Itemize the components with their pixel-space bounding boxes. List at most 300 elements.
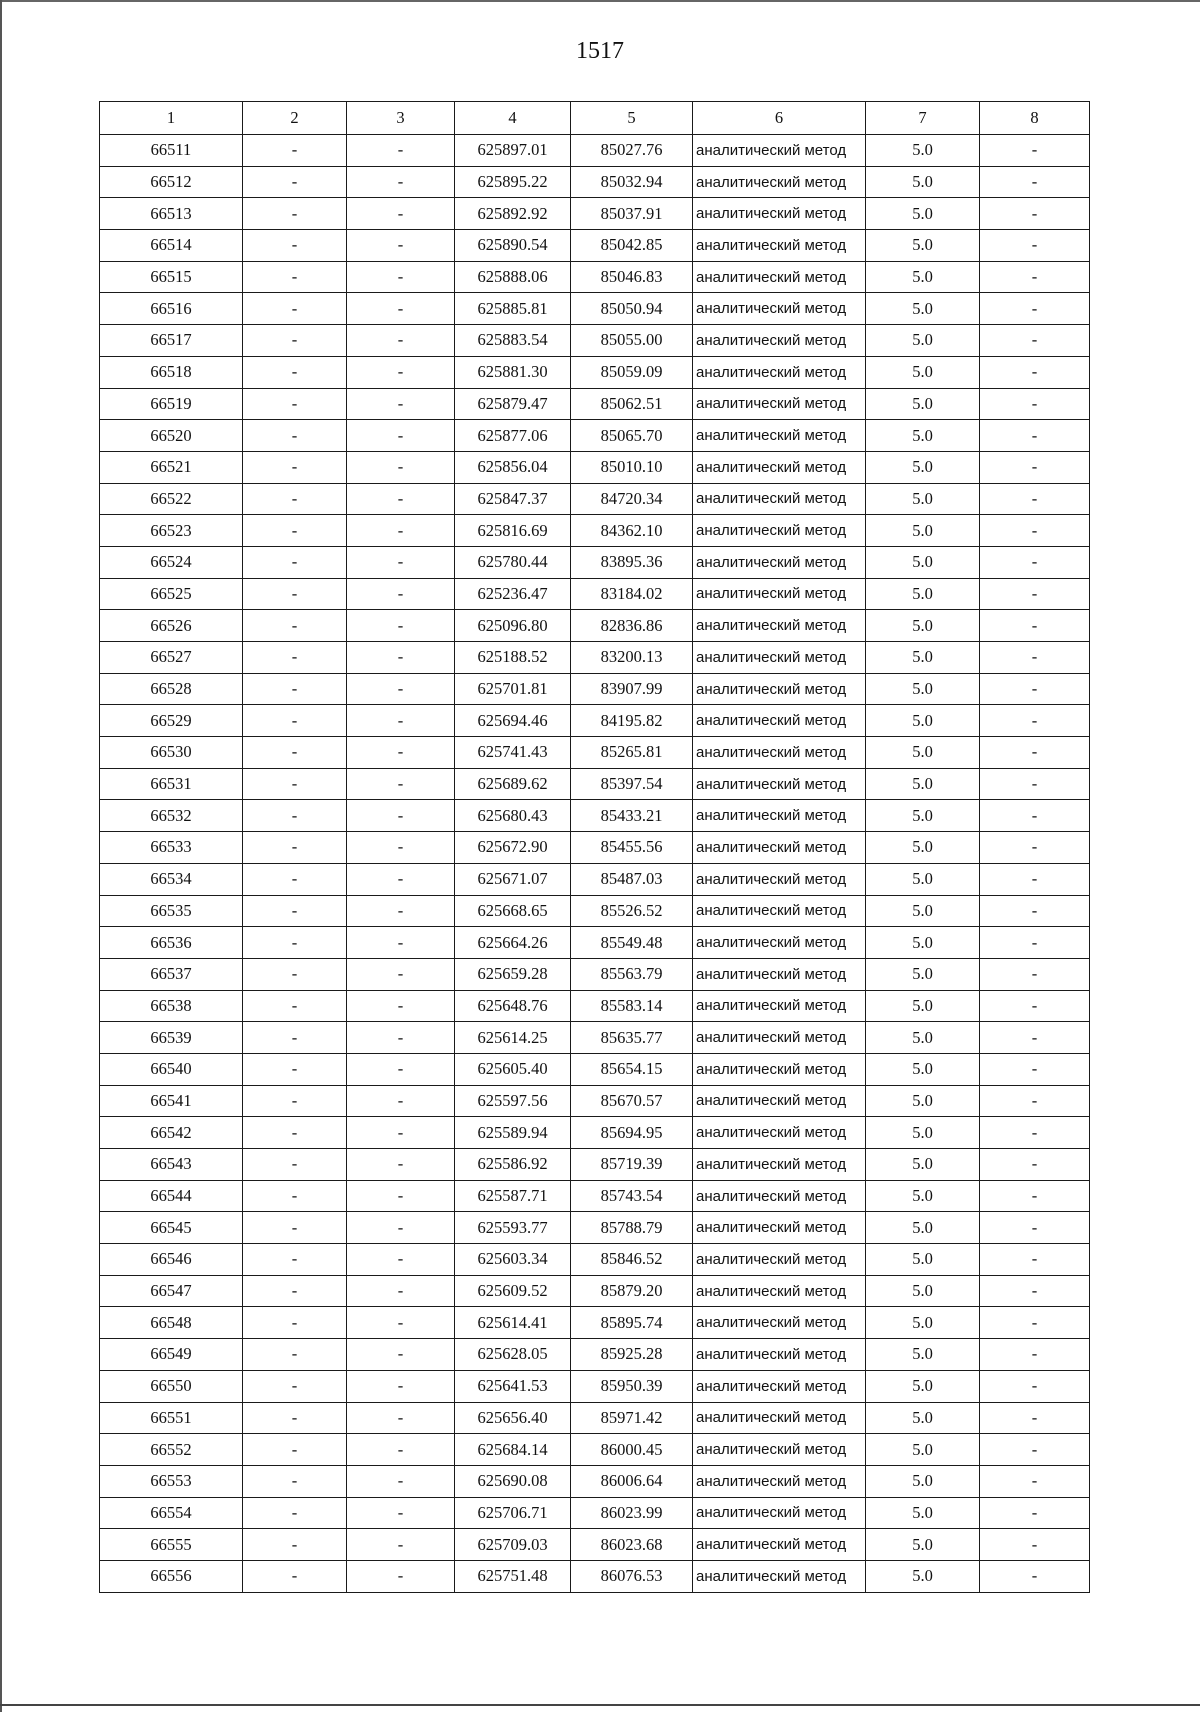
cell-method: аналитический метод (693, 578, 866, 610)
cell-method: аналитический метод (693, 166, 866, 198)
cell-accuracy: 5.0 (866, 927, 980, 959)
cell-col-2: - (243, 832, 347, 864)
table-row (100, 388, 1090, 420)
cell-col-3: - (347, 1149, 455, 1181)
cell-col-3: - (347, 768, 455, 800)
cell-col-8: - (980, 483, 1090, 515)
cell-point-number: 66551 (100, 1402, 243, 1434)
cell-accuracy: 5.0 (866, 673, 980, 705)
cell-point-number: 66524 (100, 546, 243, 578)
cell-point-number: 66520 (100, 420, 243, 452)
cell-coord-x: 625881.30 (455, 356, 571, 388)
cell-coord-y: 85788.79 (571, 1212, 693, 1244)
cell-point-number: 66545 (100, 1212, 243, 1244)
cell-coord-y: 85670.57 (571, 1085, 693, 1117)
cell-coord-x: 625586.92 (455, 1149, 571, 1181)
cell-coord-y: 85042.85 (571, 230, 693, 262)
cell-col-8: - (980, 958, 1090, 990)
cell-col-2: - (243, 1053, 347, 1085)
cell-col-2: - (243, 863, 347, 895)
table-row (100, 1370, 1090, 1402)
cell-point-number: 66515 (100, 261, 243, 293)
cell-point-number: 66512 (100, 166, 243, 198)
cell-accuracy: 5.0 (866, 515, 980, 547)
table-row (100, 135, 1090, 167)
cell-coord-x: 625641.53 (455, 1370, 571, 1402)
cell-coord-y: 85037.91 (571, 198, 693, 230)
cell-point-number: 66540 (100, 1053, 243, 1085)
cell-coord-y: 86023.99 (571, 1497, 693, 1529)
cell-coord-y: 85055.00 (571, 325, 693, 357)
cell-method: аналитический метод (693, 863, 866, 895)
cell-method: аналитический метод (693, 1370, 866, 1402)
cell-col-2: - (243, 293, 347, 325)
cell-col-2: - (243, 515, 347, 547)
coordinates-table (99, 101, 1090, 1593)
table-row (100, 863, 1090, 895)
cell-point-number: 66542 (100, 1117, 243, 1149)
cell-coord-y: 85694.95 (571, 1117, 693, 1149)
cell-col-8: - (980, 800, 1090, 832)
cell-col-8: - (980, 642, 1090, 674)
cell-point-number: 66529 (100, 705, 243, 737)
cell-accuracy: 5.0 (866, 737, 980, 769)
cell-coord-y: 85487.03 (571, 863, 693, 895)
cell-col-8: - (980, 1560, 1090, 1592)
cell-col-2: - (243, 1560, 347, 1592)
table-header (100, 102, 1090, 135)
cell-coord-x: 625589.94 (455, 1117, 571, 1149)
cell-point-number: 66552 (100, 1434, 243, 1466)
cell-col-3: - (347, 927, 455, 959)
table-row (100, 1497, 1090, 1529)
cell-accuracy: 5.0 (866, 261, 980, 293)
cell-coord-x: 625897.01 (455, 135, 571, 167)
cell-col-3: - (347, 1085, 455, 1117)
cell-method: аналитический метод (693, 1529, 866, 1561)
cell-col-2: - (243, 1339, 347, 1371)
cell-col-2: - (243, 1275, 347, 1307)
table-row (100, 1465, 1090, 1497)
cell-method: аналитический метод (693, 546, 866, 578)
cell-point-number: 66532 (100, 800, 243, 832)
cell-method: аналитический метод (693, 483, 866, 515)
table-row (100, 958, 1090, 990)
coordinates-table-container (99, 101, 1089, 1593)
table-row (100, 1117, 1090, 1149)
header-col-5: 5 (571, 102, 693, 135)
cell-col-3: - (347, 451, 455, 483)
cell-point-number: 66539 (100, 1022, 243, 1054)
page-number: 1517 (576, 38, 624, 64)
cell-method: аналитический метод (693, 1085, 866, 1117)
scan-left-edge (0, 0, 2, 1712)
cell-col-3: - (347, 1434, 455, 1466)
cell-method: аналитический метод (693, 230, 866, 262)
cell-accuracy: 5.0 (866, 1370, 980, 1402)
table-row (100, 1022, 1090, 1054)
cell-col-2: - (243, 166, 347, 198)
cell-coord-y: 85265.81 (571, 737, 693, 769)
cell-method: аналитический метод (693, 451, 866, 483)
cell-col-2: - (243, 610, 347, 642)
cell-col-2: - (243, 1307, 347, 1339)
scan-bottom-edge (0, 1704, 1200, 1706)
cell-method: аналитический метод (693, 1434, 866, 1466)
cell-accuracy: 5.0 (866, 1307, 980, 1339)
cell-col-8: - (980, 1497, 1090, 1529)
cell-method: аналитический метод (693, 1402, 866, 1434)
cell-method: аналитический метод (693, 515, 866, 547)
cell-coord-x: 625597.56 (455, 1085, 571, 1117)
table-row (100, 546, 1090, 578)
header-col-3: 3 (347, 102, 455, 135)
table-row (100, 1244, 1090, 1276)
cell-coord-x: 625188.52 (455, 642, 571, 674)
cell-col-8: - (980, 198, 1090, 230)
table-row (100, 166, 1090, 198)
cell-coord-y: 85397.54 (571, 768, 693, 800)
table-row (100, 230, 1090, 262)
cell-point-number: 66550 (100, 1370, 243, 1402)
table-row (100, 1339, 1090, 1371)
cell-method: аналитический метод (693, 927, 866, 959)
table-row (100, 895, 1090, 927)
cell-col-8: - (980, 546, 1090, 578)
cell-point-number: 66523 (100, 515, 243, 547)
cell-col-3: - (347, 1560, 455, 1592)
cell-col-2: - (243, 1117, 347, 1149)
cell-col-2: - (243, 420, 347, 452)
cell-col-8: - (980, 1275, 1090, 1307)
cell-col-8: - (980, 832, 1090, 864)
cell-accuracy: 5.0 (866, 1275, 980, 1307)
cell-coord-y: 84362.10 (571, 515, 693, 547)
cell-col-8: - (980, 578, 1090, 610)
cell-col-3: - (347, 261, 455, 293)
cell-point-number: 66547 (100, 1275, 243, 1307)
cell-coord-y: 85455.56 (571, 832, 693, 864)
cell-col-3: - (347, 1497, 455, 1529)
cell-point-number: 66536 (100, 927, 243, 959)
table-row (100, 1529, 1090, 1561)
cell-coord-x: 625664.26 (455, 927, 571, 959)
cell-col-3: - (347, 1117, 455, 1149)
cell-accuracy: 5.0 (866, 768, 980, 800)
cell-point-number: 66546 (100, 1244, 243, 1276)
cell-accuracy: 5.0 (866, 356, 980, 388)
cell-col-3: - (347, 1370, 455, 1402)
cell-method: аналитический метод (693, 1275, 866, 1307)
cell-col-8: - (980, 1212, 1090, 1244)
cell-coord-y: 83184.02 (571, 578, 693, 610)
cell-accuracy: 5.0 (866, 1117, 980, 1149)
cell-col-2: - (243, 546, 347, 578)
cell-col-3: - (347, 1465, 455, 1497)
cell-accuracy: 5.0 (866, 1212, 980, 1244)
header-col-8: 8 (980, 102, 1090, 135)
cell-col-8: - (980, 388, 1090, 420)
cell-coord-x: 625690.08 (455, 1465, 571, 1497)
cell-col-8: - (980, 451, 1090, 483)
cell-col-3: - (347, 642, 455, 674)
cell-col-3: - (347, 578, 455, 610)
table-row (100, 737, 1090, 769)
cell-col-8: - (980, 1339, 1090, 1371)
cell-coord-x: 625593.77 (455, 1212, 571, 1244)
cell-accuracy: 5.0 (866, 388, 980, 420)
cell-accuracy: 5.0 (866, 1465, 980, 1497)
cell-coord-x: 625671.07 (455, 863, 571, 895)
cell-point-number: 66511 (100, 135, 243, 167)
cell-coord-y: 85433.21 (571, 800, 693, 832)
cell-col-2: - (243, 483, 347, 515)
cell-col-3: - (347, 673, 455, 705)
cell-col-8: - (980, 420, 1090, 452)
cell-point-number: 66541 (100, 1085, 243, 1117)
cell-coord-x: 625879.47 (455, 388, 571, 420)
cell-col-3: - (347, 546, 455, 578)
cell-coord-y: 85010.10 (571, 451, 693, 483)
table-row (100, 356, 1090, 388)
table-row (100, 990, 1090, 1022)
cell-accuracy: 5.0 (866, 451, 980, 483)
cell-col-8: - (980, 673, 1090, 705)
cell-point-number: 66519 (100, 388, 243, 420)
cell-coord-x: 625885.81 (455, 293, 571, 325)
table-row (100, 578, 1090, 610)
cell-point-number: 66521 (100, 451, 243, 483)
cell-accuracy: 5.0 (866, 1497, 980, 1529)
header-row (100, 102, 1090, 135)
cell-coord-y: 83200.13 (571, 642, 693, 674)
cell-method: аналитический метод (693, 1244, 866, 1276)
table-row (100, 293, 1090, 325)
cell-col-8: - (980, 1529, 1090, 1561)
cell-coord-y: 85549.48 (571, 927, 693, 959)
cell-coord-x: 625883.54 (455, 325, 571, 357)
cell-coord-y: 85046.83 (571, 261, 693, 293)
table-row (100, 483, 1090, 515)
cell-point-number: 66554 (100, 1497, 243, 1529)
cell-coord-x: 625614.25 (455, 1022, 571, 1054)
cell-accuracy: 5.0 (866, 642, 980, 674)
cell-coord-x: 625603.34 (455, 1244, 571, 1276)
cell-col-2: - (243, 927, 347, 959)
cell-method: аналитический метод (693, 325, 866, 357)
cell-method: аналитический метод (693, 832, 866, 864)
cell-coord-x: 625236.47 (455, 578, 571, 610)
table-row (100, 420, 1090, 452)
cell-method: аналитический метод (693, 1560, 866, 1592)
cell-coord-y: 86023.68 (571, 1529, 693, 1561)
cell-col-8: - (980, 1370, 1090, 1402)
cell-coord-x: 625877.06 (455, 420, 571, 452)
cell-point-number: 66538 (100, 990, 243, 1022)
cell-col-2: - (243, 1529, 347, 1561)
cell-col-2: - (243, 1402, 347, 1434)
cell-accuracy: 5.0 (866, 610, 980, 642)
cell-coord-x: 625701.81 (455, 673, 571, 705)
cell-col-2: - (243, 356, 347, 388)
cell-col-3: - (347, 1053, 455, 1085)
cell-coord-y: 83895.36 (571, 546, 693, 578)
cell-col-8: - (980, 1434, 1090, 1466)
cell-coord-x: 625847.37 (455, 483, 571, 515)
table-row (100, 198, 1090, 230)
cell-accuracy: 5.0 (866, 135, 980, 167)
table-row (100, 642, 1090, 674)
cell-col-2: - (243, 325, 347, 357)
cell-coord-x: 625672.90 (455, 832, 571, 864)
cell-col-2: - (243, 1370, 347, 1402)
table-row (100, 451, 1090, 483)
cell-coord-y: 85879.20 (571, 1275, 693, 1307)
cell-coord-y: 85846.52 (571, 1244, 693, 1276)
cell-col-2: - (243, 261, 347, 293)
cell-accuracy: 5.0 (866, 990, 980, 1022)
cell-point-number: 66553 (100, 1465, 243, 1497)
cell-accuracy: 5.0 (866, 895, 980, 927)
cell-method: аналитический метод (693, 198, 866, 230)
cell-col-2: - (243, 198, 347, 230)
cell-col-3: - (347, 705, 455, 737)
cell-point-number: 66518 (100, 356, 243, 388)
table-row (100, 1275, 1090, 1307)
cell-point-number: 66525 (100, 578, 243, 610)
cell-col-2: - (243, 705, 347, 737)
cell-col-3: - (347, 1022, 455, 1054)
cell-col-2: - (243, 958, 347, 990)
cell-col-3: - (347, 388, 455, 420)
table-body (100, 135, 1090, 1593)
cell-col-3: - (347, 515, 455, 547)
cell-coord-y: 85895.74 (571, 1307, 693, 1339)
cell-col-3: - (347, 1275, 455, 1307)
cell-col-3: - (347, 895, 455, 927)
cell-coord-y: 85062.51 (571, 388, 693, 420)
cell-col-8: - (980, 230, 1090, 262)
cell-coord-x: 625605.40 (455, 1053, 571, 1085)
cell-point-number: 66530 (100, 737, 243, 769)
header-col-6: 6 (693, 102, 866, 135)
cell-coord-y: 86076.53 (571, 1560, 693, 1592)
cell-col-2: - (243, 1149, 347, 1181)
cell-col-8: - (980, 737, 1090, 769)
cell-coord-y: 83907.99 (571, 673, 693, 705)
cell-coord-x: 625609.52 (455, 1275, 571, 1307)
table-row (100, 768, 1090, 800)
cell-method: аналитический метод (693, 356, 866, 388)
cell-point-number: 66533 (100, 832, 243, 864)
cell-coord-x: 625648.76 (455, 990, 571, 1022)
cell-point-number: 66544 (100, 1180, 243, 1212)
cell-col-8: - (980, 927, 1090, 959)
cell-coord-x: 625706.71 (455, 1497, 571, 1529)
cell-method: аналитический метод (693, 135, 866, 167)
cell-point-number: 66549 (100, 1339, 243, 1371)
cell-col-2: - (243, 1022, 347, 1054)
cell-accuracy: 5.0 (866, 230, 980, 262)
cell-accuracy: 5.0 (866, 1180, 980, 1212)
cell-coord-x: 625614.41 (455, 1307, 571, 1339)
cell-col-8: - (980, 705, 1090, 737)
cell-coord-x: 625892.92 (455, 198, 571, 230)
table-row (100, 1085, 1090, 1117)
cell-coord-x: 625684.14 (455, 1434, 571, 1466)
table-row (100, 1560, 1090, 1592)
cell-method: аналитический метод (693, 1053, 866, 1085)
scan-top-edge (0, 0, 1200, 2)
cell-method: аналитический метод (693, 1339, 866, 1371)
cell-accuracy: 5.0 (866, 546, 980, 578)
cell-method: аналитический метод (693, 1212, 866, 1244)
cell-col-2: - (243, 1085, 347, 1117)
cell-accuracy: 5.0 (866, 863, 980, 895)
cell-col-3: - (347, 1402, 455, 1434)
cell-col-3: - (347, 863, 455, 895)
cell-method: аналитический метод (693, 800, 866, 832)
cell-point-number: 66522 (100, 483, 243, 515)
cell-accuracy: 5.0 (866, 1434, 980, 1466)
cell-method: аналитический метод (693, 1117, 866, 1149)
cell-col-8: - (980, 515, 1090, 547)
table-row (100, 515, 1090, 547)
cell-coord-y: 85065.70 (571, 420, 693, 452)
cell-col-8: - (980, 1149, 1090, 1181)
cell-col-2: - (243, 1212, 347, 1244)
cell-coord-y: 85925.28 (571, 1339, 693, 1371)
cell-accuracy: 5.0 (866, 1339, 980, 1371)
cell-col-2: - (243, 673, 347, 705)
table-row (100, 261, 1090, 293)
cell-col-2: - (243, 990, 347, 1022)
cell-coord-y: 85526.52 (571, 895, 693, 927)
cell-coord-x: 625888.06 (455, 261, 571, 293)
cell-col-8: - (980, 768, 1090, 800)
cell-col-8: - (980, 1085, 1090, 1117)
cell-accuracy: 5.0 (866, 1053, 980, 1085)
cell-accuracy: 5.0 (866, 1402, 980, 1434)
cell-col-3: - (347, 610, 455, 642)
cell-coord-x: 625751.48 (455, 1560, 571, 1592)
cell-point-number: 66556 (100, 1560, 243, 1592)
cell-coord-y: 84720.34 (571, 483, 693, 515)
cell-coord-y: 85032.94 (571, 166, 693, 198)
cell-coord-y: 85050.94 (571, 293, 693, 325)
cell-col-3: - (347, 1212, 455, 1244)
cell-col-8: - (980, 895, 1090, 927)
cell-coord-x: 625694.46 (455, 705, 571, 737)
cell-accuracy: 5.0 (866, 166, 980, 198)
cell-accuracy: 5.0 (866, 293, 980, 325)
cell-method: аналитический метод (693, 420, 866, 452)
table-row (100, 705, 1090, 737)
cell-method: аналитический метод (693, 1497, 866, 1529)
cell-col-8: - (980, 1053, 1090, 1085)
table-row (100, 325, 1090, 357)
cell-accuracy: 5.0 (866, 705, 980, 737)
cell-col-2: - (243, 135, 347, 167)
cell-coord-x: 625709.03 (455, 1529, 571, 1561)
cell-accuracy: 5.0 (866, 1560, 980, 1592)
cell-col-3: - (347, 958, 455, 990)
cell-method: аналитический метод (693, 261, 866, 293)
cell-accuracy: 5.0 (866, 1085, 980, 1117)
cell-col-8: - (980, 990, 1090, 1022)
cell-point-number: 66513 (100, 198, 243, 230)
cell-coord-y: 86006.64 (571, 1465, 693, 1497)
